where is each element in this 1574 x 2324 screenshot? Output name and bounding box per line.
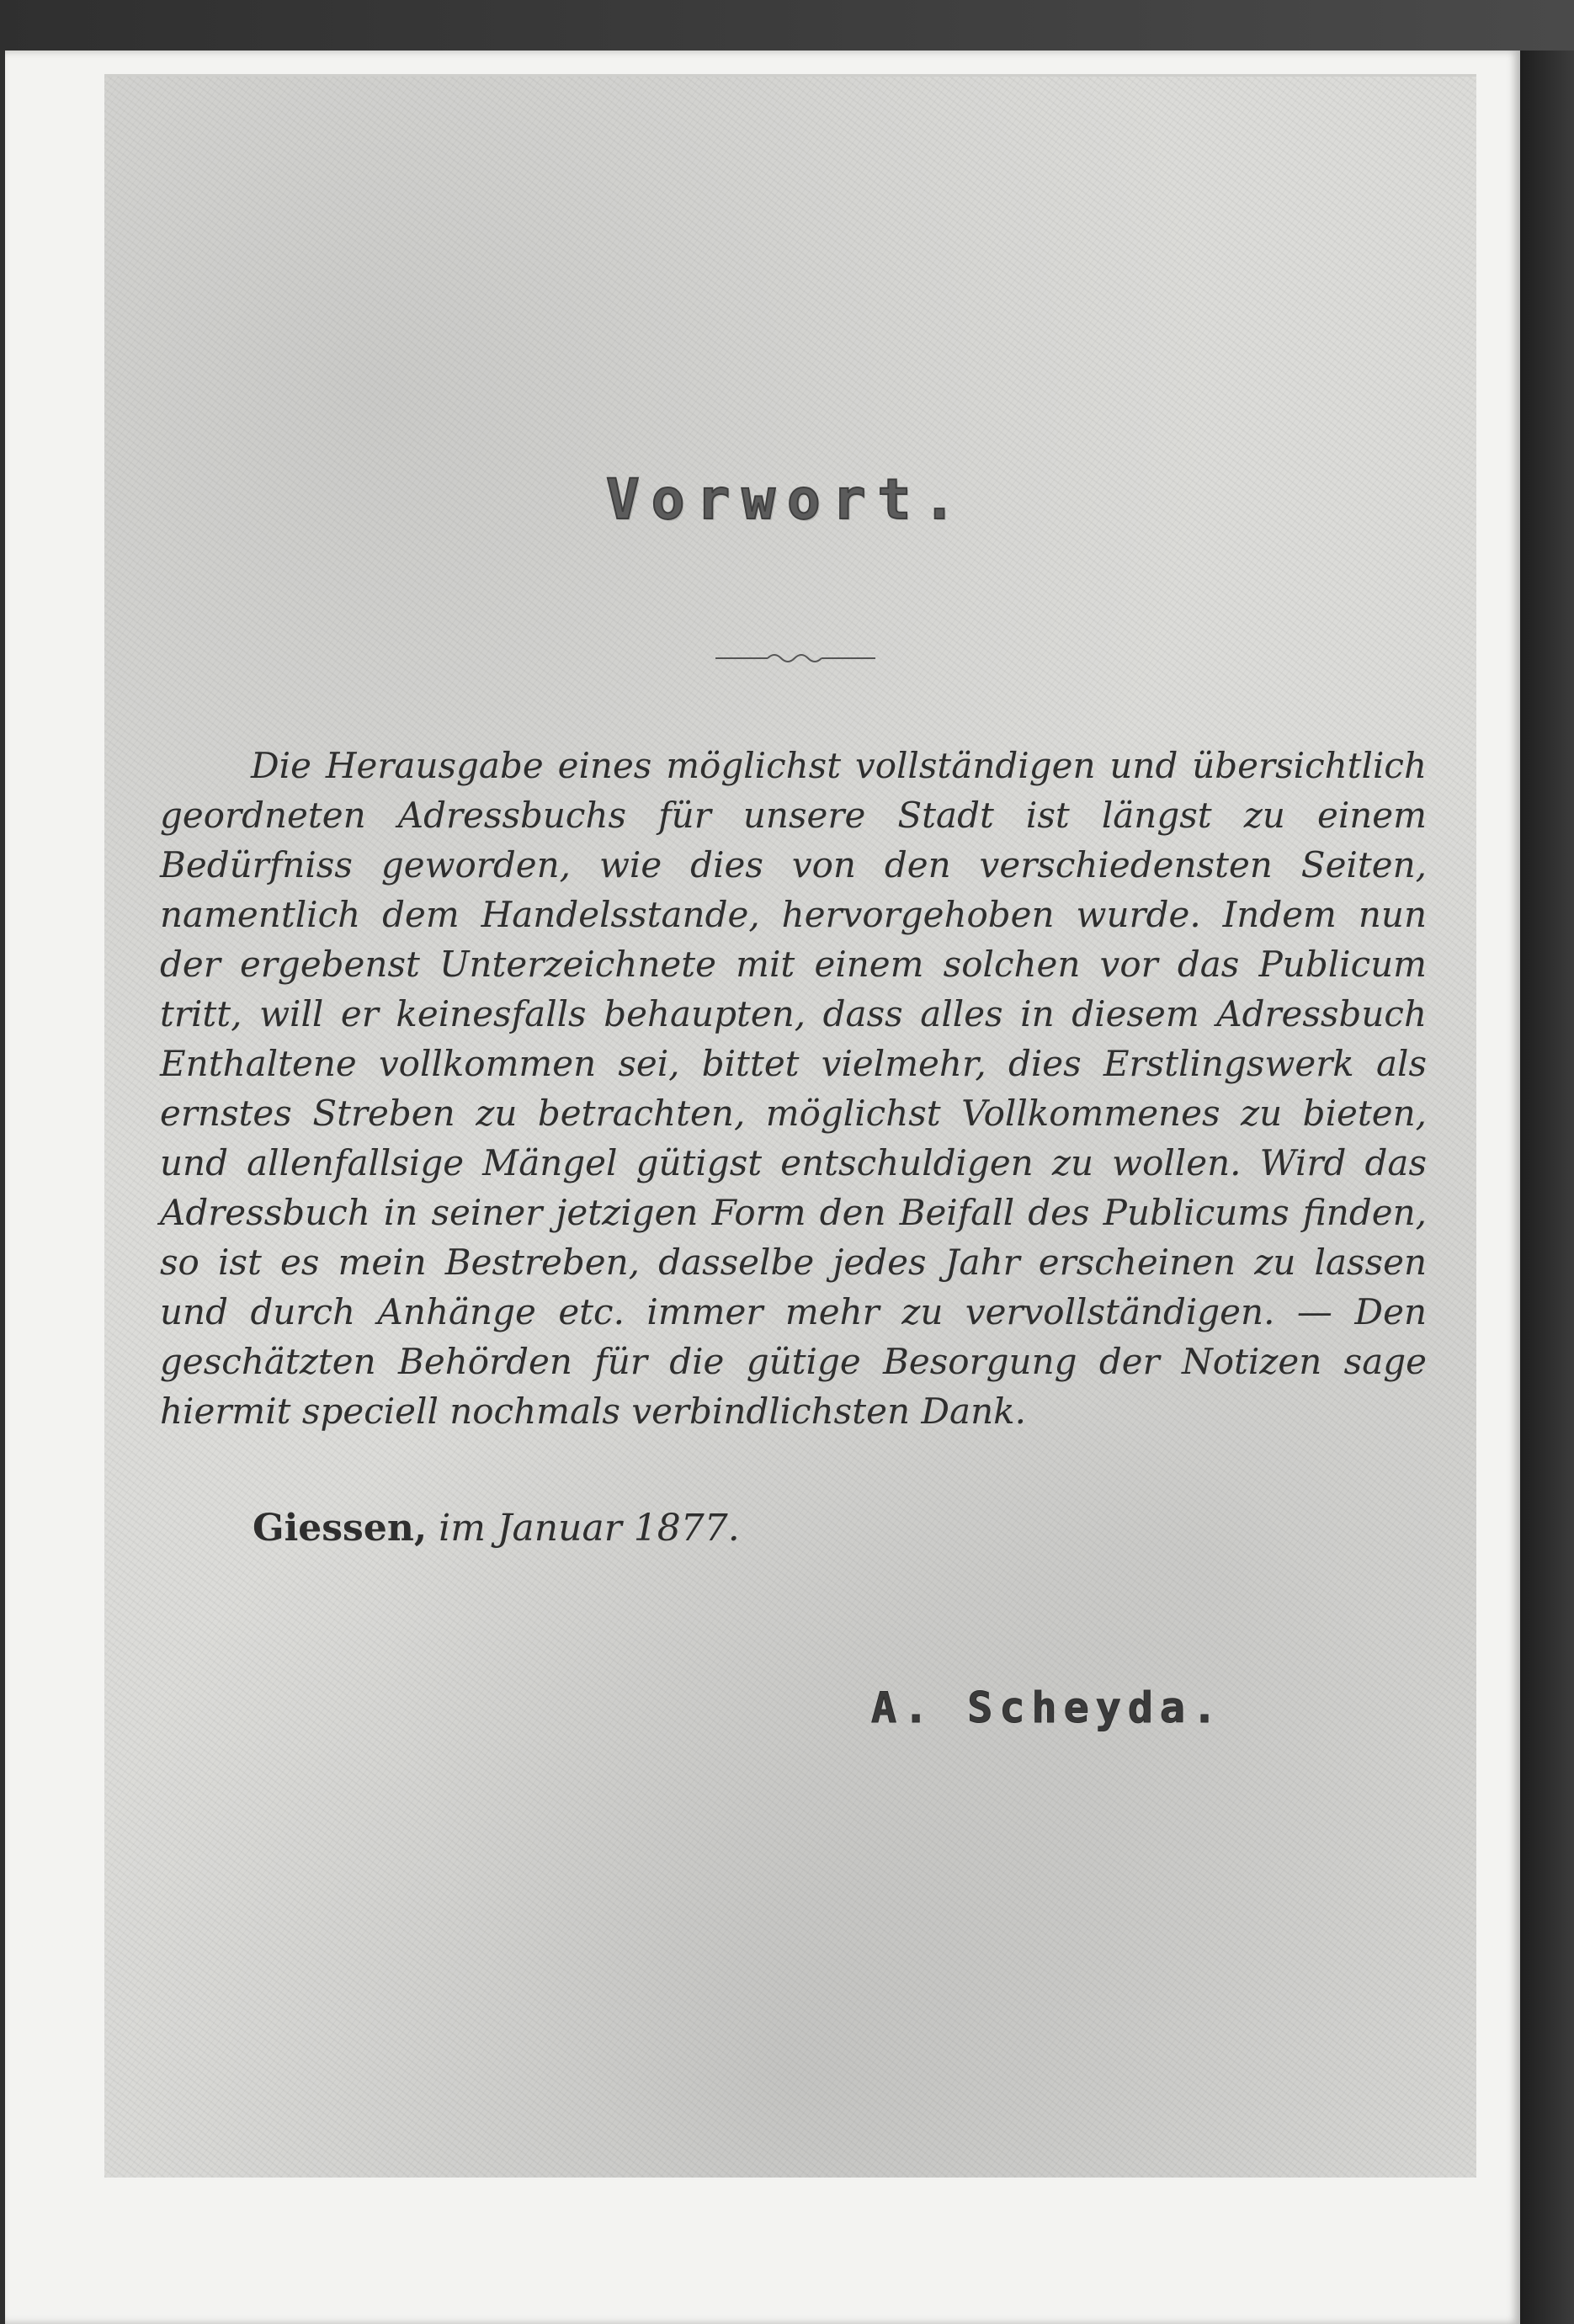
foreword-paragraph: Die Herausgabe eines möglichst vollständigen und übersichtlich geordneten Adressbuchs für unsere Stadt ist längst zu einem Bedürfniss geworden, wie dies von den verschiedensten Seiten, namentlich dem Handelsstande, hervorgehoben wurde. Indem nun der ergebenst Unterzeichnete mit einem solchen vor das Publicum tritt, will er keinesfalls behaupten, dass alles in diesem Adressbuch Enthaltene vollkommen sei, bittet vielmehr, dies Erstlingswerk als ernstes Streben zu betrachten, möglichst Vollkommenes zu bieten, und allenfallsige Mängel gütigst entschuldigen zu wollen. Wird das Adressbuch in seiner jetzigen Form den Beifall des Publicums finden, so ist es mein Bestreben, dasselbe jedes Jahr erscheinen zu lassen und durch Anhänge etc. immer mehr zu vervollständigen. — Den geschätzten Behörden für die gütige Besorgung der Notizen sage hiermit speciell nochmals verbindlichsten Dank.	[160, 745, 1427, 1432]
closing-date: im Januar 1877.	[439, 1507, 740, 1550]
author-signature: A. Scheyda.	[871, 1683, 1225, 1732]
closing-place-date	[253, 1507, 740, 1550]
page-title: Vorwort.	[606, 467, 968, 532]
closing-city: Giessen,	[253, 1507, 428, 1550]
page-gutter-shadow	[1520, 51, 1574, 2324]
divider-ornament-icon	[715, 648, 875, 668]
